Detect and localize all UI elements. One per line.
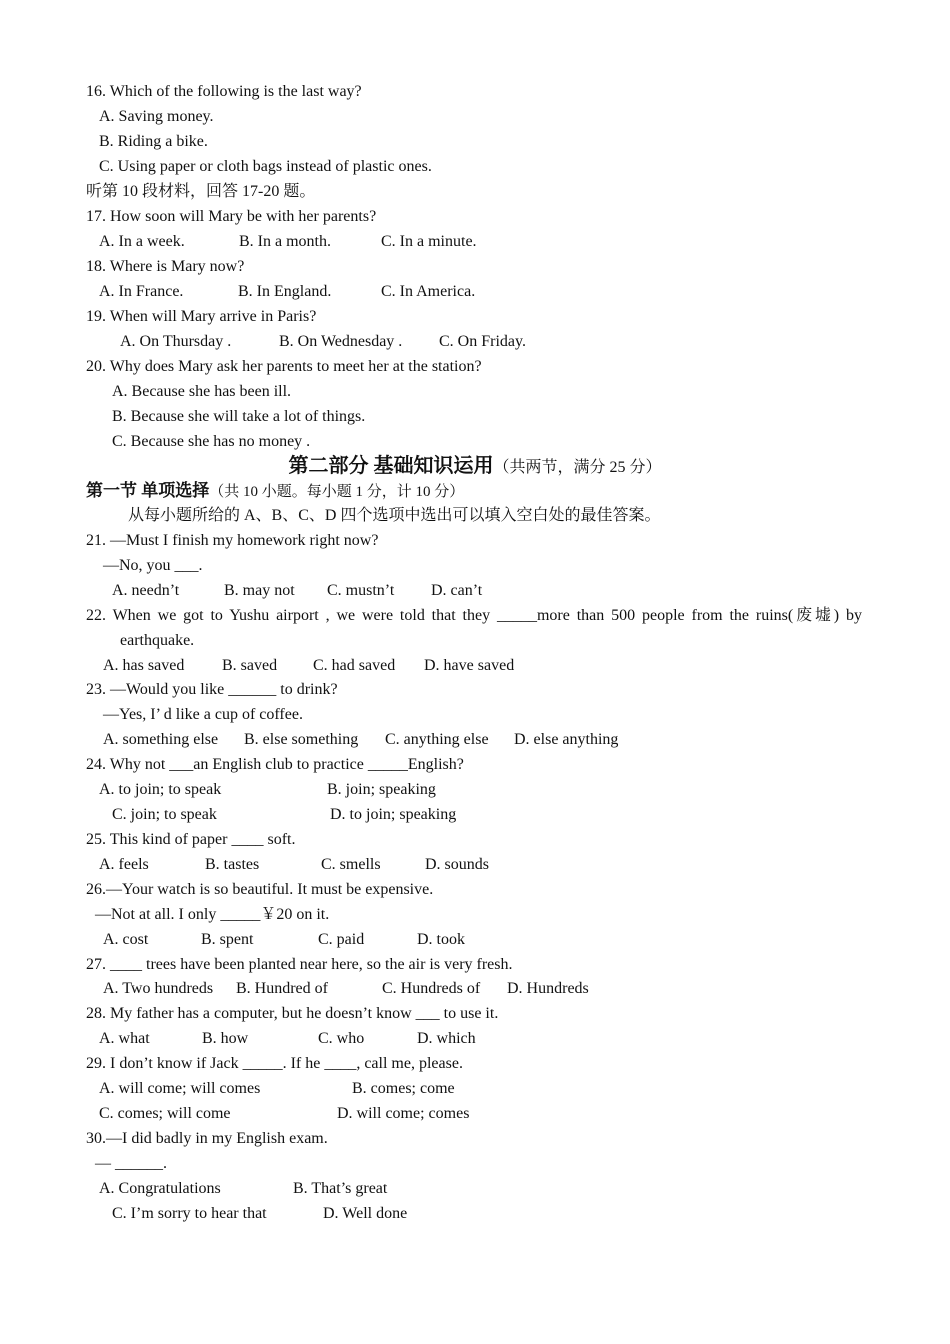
q21-stem: 21. —Must I finish my homework right now? <box>86 532 379 549</box>
q24-option-c: C. join; to speak <box>112 806 217 823</box>
q23-reply: —Yes, I’ d like a cup of coffee. <box>103 706 303 723</box>
q26-reply: —Not at all. I only _____￥20 on it. <box>95 906 330 923</box>
q26-option-a: A. cost <box>103 931 149 948</box>
q16-option-a: A. Saving money. <box>99 108 214 125</box>
q27-option-a: A. Two hundreds <box>103 980 214 997</box>
q19-option-a: A. On Thursday . <box>120 333 232 350</box>
section1-instruction: 从每小题所给的 A、B、C、D 四个选项中选出可以填入空白处的最佳答案。 <box>128 507 661 524</box>
q21-option-b: B. may not <box>224 582 295 599</box>
q28-option-b: B. how <box>202 1030 249 1047</box>
q21-reply: —No, you ___. <box>103 557 203 574</box>
q25-option-a: A. feels <box>99 856 149 873</box>
q19-stem: 19. When will Mary arrive in Paris? <box>86 308 317 325</box>
q17-option-b: B. In a month. <box>239 233 331 250</box>
q25-option-c: C. smells <box>321 856 381 873</box>
q21-option-d: D. can’t <box>431 582 483 599</box>
q16-stem: 16. Which of the following is the last way? <box>86 83 362 100</box>
q18-option-a: A. In France. <box>99 283 184 300</box>
q27-option-d: D. Hundreds <box>507 980 589 997</box>
q29-option-d: D. will come; comes <box>337 1105 470 1122</box>
q26-option-b: B. spent <box>201 931 254 948</box>
q28-stem: 28. My father has a computer, but he doesn’t know ___ to use it. <box>86 1005 499 1022</box>
q25-option-d: D. sounds <box>425 856 490 873</box>
q23-stem: 23. —Would you like ______ to drink? <box>86 681 338 698</box>
q29-stem: 29. I don’t know if Jack _____. If he ____, call me, please. <box>86 1055 463 1072</box>
q30-option-b: B. That’s great <box>293 1180 388 1197</box>
q26-option-d: D. took <box>417 931 465 948</box>
q20-option-b: B. Because she will take a lot of things. <box>112 408 366 425</box>
q23-option-a: A. something else <box>103 731 219 748</box>
q20-option-a: A. Because she has been ill. <box>112 383 292 400</box>
q27-stem: 27. ____ trees have been planted near here, so the air is very fresh. <box>86 956 513 973</box>
q29-option-a: A. will come; will comes <box>99 1080 261 1097</box>
q25-option-b: B. tastes <box>205 856 260 873</box>
part2-heading <box>0 454 950 480</box>
q27-option-b: B. Hundred of <box>236 980 328 997</box>
q28-option-d: D. which <box>417 1030 476 1047</box>
q18-stem: 18. Where is Mary now? <box>86 258 245 275</box>
q29-option-b: B. comes; come <box>352 1080 455 1097</box>
part2-note: （共两节，满分 25 分） <box>493 459 662 476</box>
q20-stem: 20. Why does Mary ask her parents to meet her at the station? <box>86 358 482 375</box>
material-10-instruction: 听第 10 段材料，回答 17-20 题。 <box>86 183 316 200</box>
q18-option-c: C. In America. <box>381 283 476 300</box>
q21-option-c: C. mustn’t <box>327 582 395 599</box>
q22-option-b: B. saved <box>222 657 278 674</box>
q26-stem: 26.—Your watch is so beautiful. It must be expensive. <box>86 881 434 898</box>
q27-option-c: C. Hundreds of <box>382 980 481 997</box>
q24-option-d: D. to join; speaking <box>330 806 457 823</box>
q29-option-c: C. comes; will come <box>99 1105 231 1122</box>
q30-option-a: A. Congratulations <box>99 1180 221 1197</box>
q18-option-b: B. In England. <box>238 283 332 300</box>
q30-stem: 30.—I did badly in my English exam. <box>86 1130 328 1147</box>
q17-option-a: A. In a week. <box>99 233 185 250</box>
q16-option-c: C. Using paper or cloth bags instead of plastic ones. <box>99 158 432 175</box>
q19-option-c: C. On Friday. <box>439 333 526 350</box>
q28-option-c: C. who <box>318 1030 365 1047</box>
q28-option-a: A. what <box>99 1030 150 1047</box>
q30-option-d: D. Well done <box>323 1205 408 1222</box>
q24-option-a: A. to join; to speak <box>99 781 222 798</box>
q23-option-b: B. else something <box>244 731 359 748</box>
q17-option-c: C. In a minute. <box>381 233 477 250</box>
section1-title: 第一节 单项选择 <box>86 481 210 500</box>
q22-option-a: A. has saved <box>103 657 185 674</box>
q23-option-d: D. else anything <box>514 731 619 748</box>
q30-reply: — ______. <box>95 1155 167 1172</box>
q22-stem-continued: earthquake. <box>120 632 195 649</box>
q30-option-c: C. I’m sorry to hear that <box>112 1205 267 1222</box>
q22-option-d: D. have saved <box>424 657 515 674</box>
q19-option-b: B. On Wednesday . <box>279 333 403 350</box>
q24-stem: 24. Why not ___an English club to practice _____English? <box>86 756 464 773</box>
q17-stem: 17. How soon will Mary be with her parents? <box>86 208 377 225</box>
q21-option-a: A. needn’t <box>112 582 180 599</box>
q26-option-c: C. paid <box>318 931 365 948</box>
section1-note: （共 10 小题。每小题 1 分，计 10 分） <box>209 484 465 500</box>
q16-option-b: B. Riding a bike. <box>99 133 208 150</box>
q22-stem: 22. When we got to Yushu airport , we were told that they _____more than 500 people from the ruins(废墟) by <box>86 607 862 624</box>
q25-stem: 25. This kind of paper ____ soft. <box>86 831 296 848</box>
q24-option-b: B. join; speaking <box>327 781 436 798</box>
part2-title: 第二部分 基础知识运用 <box>288 455 494 477</box>
q23-option-c: C. anything else <box>385 731 489 748</box>
section1-heading <box>86 481 464 502</box>
q22-option-c: C. had saved <box>313 657 396 674</box>
q20-option-c: C. Because she has no money . <box>112 433 311 450</box>
